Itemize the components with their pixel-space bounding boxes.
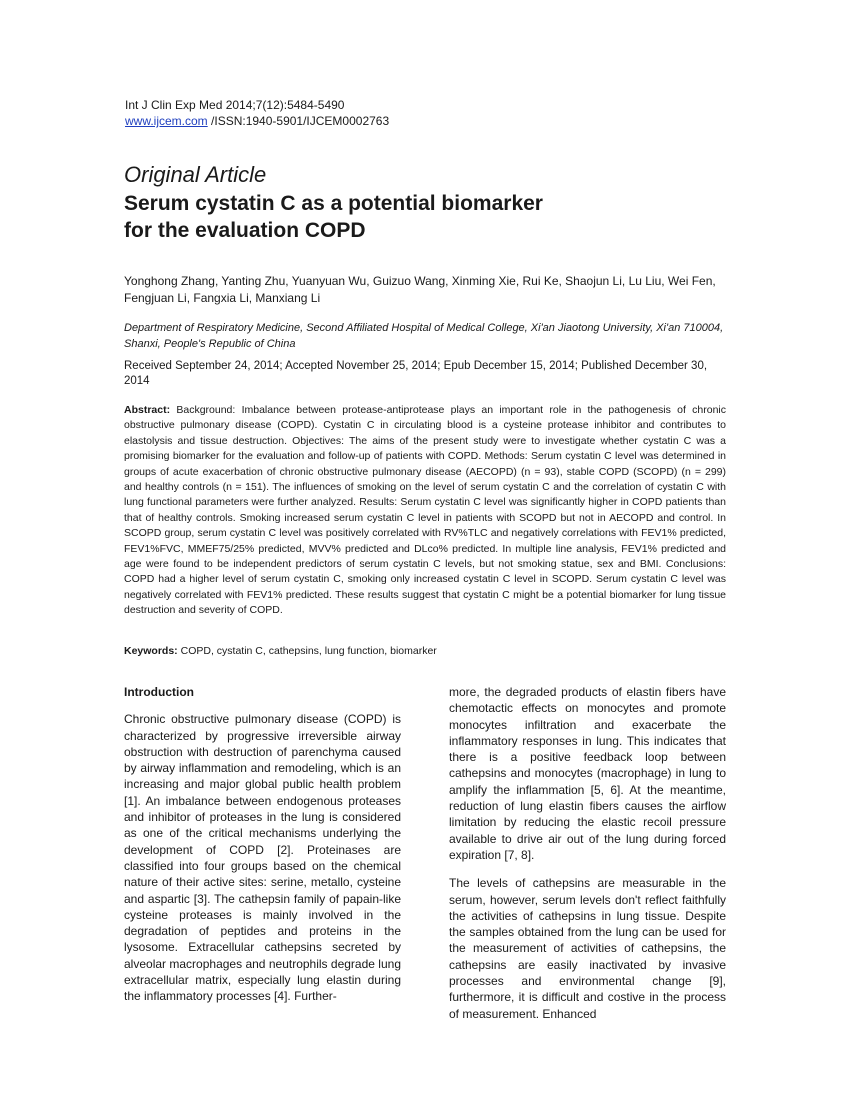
body-paragraph: Chronic obstructive pulmonary disease (COPD) is characterized by progressive irreversible airway obstruction with destruction of parenchyma caused by airway inflammation and remodeling, which is an increasing and major global public health problem [1]. An imbalance between endogenous proteases and inhibitor of proteases in the lung is considered as one of the critical mechanisms underlying the development of COPD [2]. Proteinases are classified into four groups based on the chemical nature of their active sites: serine, metallo, cysteine and aspartic [3]. The cathepsin family of papain-like cysteine proteases is mainly involved in the degradation of peptides and proteins in the lysosome. Extracellular cathepsins secreted by alveolar macrophages and neutrophils degrade lung extracellular matrix, especially lung elastin during the inflammatory processes [4]. Further- — [124, 712, 401, 1004]
keywords-text: COPD, cystatin C, cathepsins, lung function, biomarker — [180, 645, 437, 657]
article-type: Original Article — [124, 162, 267, 187]
paper-title — [124, 190, 644, 244]
journal-header — [125, 97, 389, 129]
publication-dates: Received September 24, 2014; Accepted November 25, 2014; Epub December 15, 2014; Published December 30, 2014 — [124, 360, 708, 387]
keywords — [124, 644, 726, 659]
journal-issn: /ISSN:1940-5901/IJCEM0002763 — [211, 114, 390, 128]
affiliation: Department of Respiratory Medicine, Second Affiliated Hospital of Medical College, Xi'an Jiaotong University, Xi'an 710004, Shanxi, People's Republic of China — [124, 322, 724, 350]
body-paragraph: more, the degraded products of elastin fibers have chemotactic effects on monocytes and promote monocytes infiltration and exacerbate the inflammatory responses in lung. This indicates that there is a positive feedback loop between cathepsins and monocytes (macrophage) in lung to amplify the inflammation [5, 6]. At the meantime, reduction of lung elastin fibers causes the airflow limitation by reducing the elastic recoil pressure available to drive air out of the lung during forced expiration [7, 8]. — [449, 685, 726, 862]
body-paragraph: The levels of cathepsins are measurable in the serum, however, serum levels don't reflect faithfully the activities of cathepsins in lung tissue. Despite the samples obtained from the lung can be used for the measurement of activities of cathepsins, the cathepsins are easily inactivated by invasive processes and environmental change [9], furthermore, it is difficult and costive in the process of measurement. Enhanced — [449, 876, 726, 1021]
journal-citation: Int J Clin Exp Med 2014;7(12):5484-5490 — [125, 98, 345, 112]
keywords-label: Keywords: — [124, 645, 178, 657]
author-list: Yonghong Zhang, Yanting Zhu, Yuanyuan Wu, Guizuo Wang, Xinming Xie, Rui Ke, Shaojun Li, Lu Liu, Wei Fen, Fengjuan Li, Fangxia Li, Manxiang Li — [124, 274, 716, 305]
body-column-right — [449, 684, 726, 1034]
abstract — [124, 403, 726, 619]
paper-title-line1: Serum cystatin C as a potential biomarker — [124, 192, 543, 215]
journal-link-line — [125, 113, 389, 129]
body-column-left — [124, 684, 401, 1017]
abstract-label: Abstract: — [124, 404, 171, 416]
abstract-text: Background: Imbalance between protease-antiprotease plays an important role in the pathogenesis of chronic obstructive pulmonary disease (COPD). Cystatin C in circulating blood is a cysteine protease inhibitor and contributes to elastolysis and tissue destruction. Objectives: The aims of the present study were to investigate whether cystatin C was a promising biomarker for the evaluation and follow-up of patients with COPD. Methods: Serum cystatin C level was determined in groups of acute exacerbation of chronic obstructive pulmonary disease (AECOPD) (n = 93), stable COPD (SCOPD) (n = 299) and healthy controls (n = 151). The influences of smoking on the level of serum cystatin C and the correlation of cystatin C with lung functional parameters were further analyzed. Results: Serum cystatin C level was significantly higher in COPD patients than that of healthy controls. Smoking increased serum cystatin C level in patients with SCOPD but not in AECOPD and control. In SCOPD group, serum cystatin C level was positively correlated with RV%TLC and negatively correlations with FEV1% predicted, FEV1%FVC, MMEF75/25% predicted, MVV% predicted and DLco% predicted. In multiple line analysis, FEV1% predicted and age were found to be independent predictors of serum cystatin C levels, but not smoking statue, sex and BMI. Conclusions: COPD had a higher level of serum cystatin C, smoking only increased cystatin C level in SCOPD. Serum cystatin C level was negatively correlated with FEV1% predicted. These results suggest that cystatin C might be a potential biomarker for lung tissue destruction and severity of COPD. — [124, 404, 726, 617]
paper-title-line2: for the evaluation COPD — [124, 219, 366, 242]
journal-link[interactable]: www.ijcem.com — [125, 114, 208, 128]
section-heading-introduction: Introduction — [124, 685, 194, 699]
